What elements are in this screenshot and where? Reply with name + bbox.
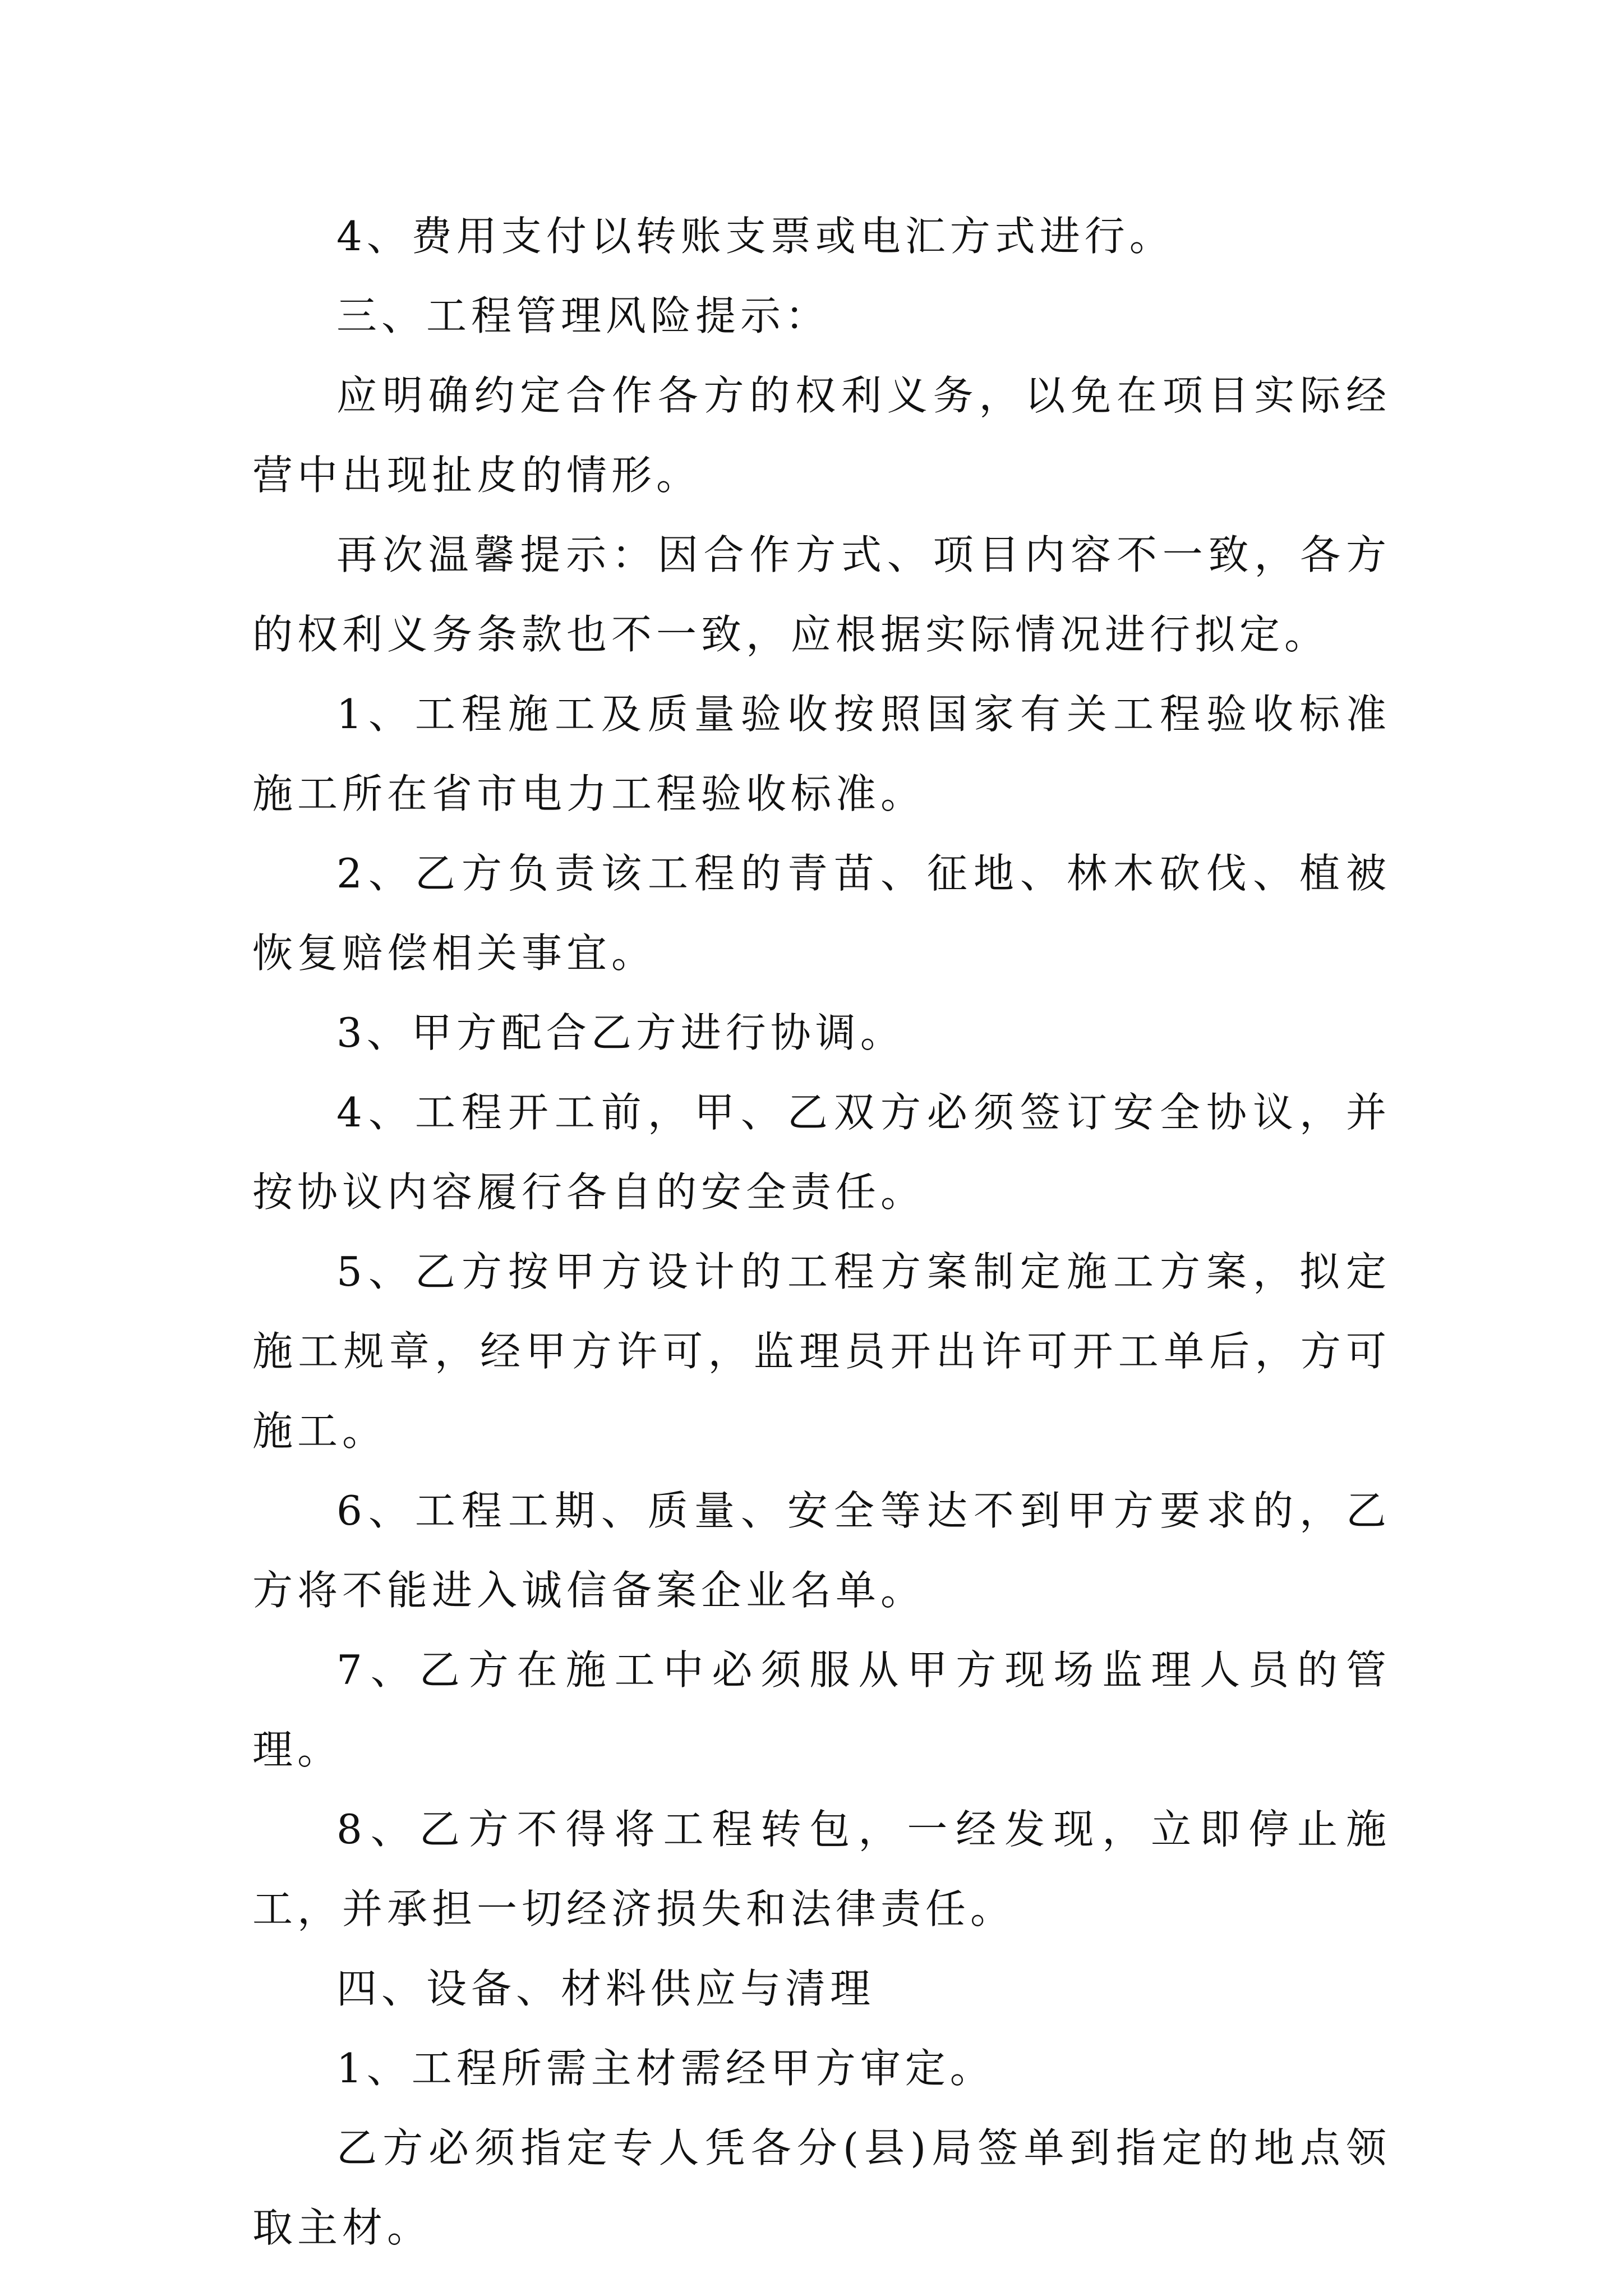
paragraph-item-4-safety-agreement: 4、工程开工前，甲、乙双方必须签订安全协议，并按协议内容履行各自的安全责任。 bbox=[252, 1089, 1391, 1216]
paragraph-materials-approval: 1、工程所需主材需经甲方审定。 bbox=[336, 2045, 995, 2092]
paragraph-rights-obligations: 应明确约定合作各方的权利义务，以免在项目实际经营中出现扯皮的情形。 bbox=[252, 372, 1391, 499]
section-heading-equipment-materials: 四、设备、材料供应与清理 bbox=[336, 1965, 875, 2012]
paragraph-item-7-supervision: 7、乙方在施工中必须服从甲方现场监理人员的管理。 bbox=[252, 1646, 1391, 1773]
paragraph-item-3-coordination: 3、甲方配合乙方进行协调。 bbox=[336, 1009, 905, 1056]
document-body bbox=[252, 196, 1391, 2267]
paragraph-reminder: 再次温馨提示：因合作方式、项目内容不一致，各方的权利义务条款也不一致，应根据实际情况进行拟定。 bbox=[252, 531, 1391, 658]
paragraph-item-2-compensation: 2、乙方负责该工程的青苗、征地、林木砍伐、植被恢复赔偿相关事宜。 bbox=[252, 850, 1391, 977]
paragraph-item-8-subcontract: 8、乙方不得将工程转包，一经发现，立即停止施工，并承担一切经济损失和法律责任。 bbox=[252, 1806, 1391, 1932]
paragraph-item-6-requirements: 6、工程工期、质量、安全等达不到甲方要求的，乙方将不能进入诚信备案企业名单。 bbox=[252, 1487, 1391, 1614]
paragraph-payment-method: 4、费用支付以转账支票或电汇方式进行。 bbox=[336, 213, 1174, 260]
paragraph-item-1-acceptance: 1、工程施工及质量验收按照国家有关工程验收标准施工所在省市电力工程验收标准。 bbox=[252, 691, 1391, 817]
paragraph-item-5-construction-plan: 5、乙方按甲方设计的工程方案制定施工方案，拟定施工规章，经甲方许可，监理员开出许可开工单后，方可施工。 bbox=[252, 1248, 1391, 1455]
paragraph-materials-collection: 乙方必须指定专人凭各分(县)局签单到指定的地点领取主材。 bbox=[252, 2124, 1391, 2251]
section-heading-project-risk: 三、工程管理风险提示： bbox=[336, 292, 831, 339]
